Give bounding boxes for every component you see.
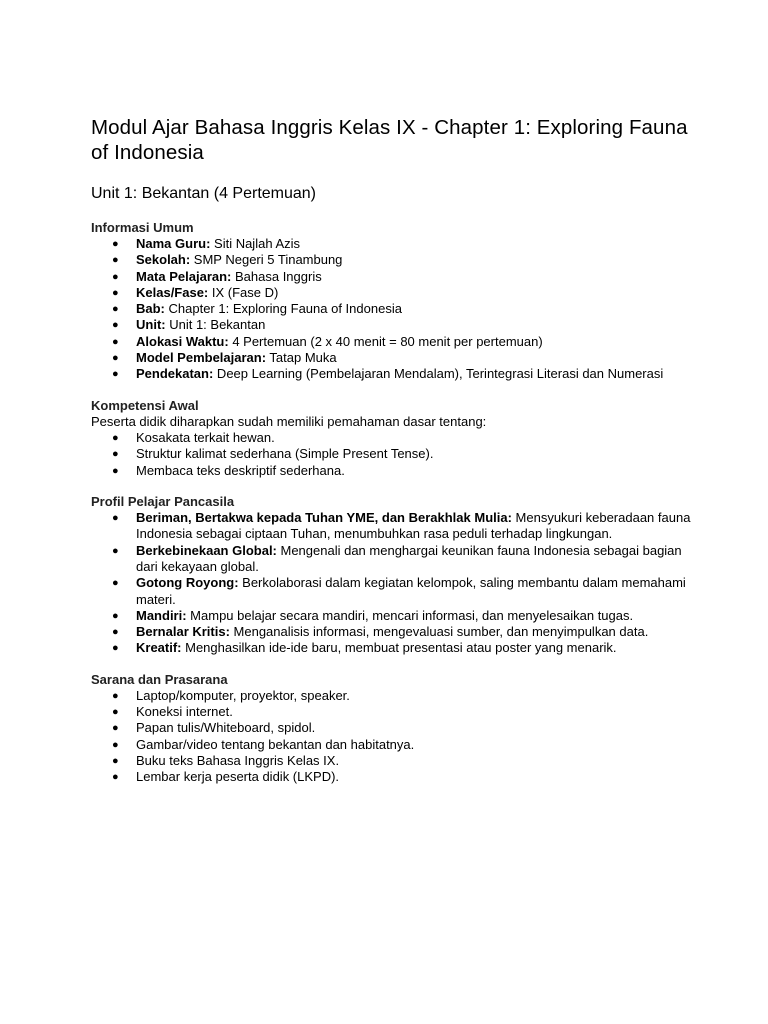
item-label: Bab: — [136, 301, 165, 317]
item-label: Sekolah: — [136, 252, 191, 268]
item-value: IX (Fase D) — [208, 284, 279, 300]
bullet-icon: ● — [112, 754, 119, 767]
item-value: Mensyukuri keberadaan fauna Indonesia sebagai ciptaan Tuhan, menumbuhkan rasa peduli terhadap lingkungan. — [136, 510, 691, 542]
bullet-icon: ● — [112, 286, 119, 299]
item-value: Unit 1: Bekantan — [165, 317, 266, 333]
item-label: Beriman, Bertakwa kepada Tuhan YME, dan Berakhlak Mulia: — [136, 510, 512, 526]
list-item — [91, 285, 691, 301]
item-value: Menganalisis informasi, mengevaluasi sumber, dan menyimpulkan data. — [229, 624, 649, 640]
item-value: Mampu belajar secara mandiri, mencari informasi, dan menyelesaikan tugas. — [186, 607, 634, 623]
bullet-icon: ● — [112, 642, 119, 655]
item-value: Deep Learning (Pembelajaran Mendalam), Terintegrasi Literasi dan Numerasi — [213, 366, 664, 382]
list-item — [91, 236, 691, 252]
bullet-icon: ● — [112, 270, 119, 283]
kompetensi-awal-intro: Peserta didik diharapkan sudah memiliki pemahaman dasar tentang: — [91, 413, 487, 429]
bullet-icon: ● — [112, 303, 119, 316]
item-label: Kreatif: — [136, 640, 182, 656]
bullet-icon: ● — [112, 335, 119, 348]
item-value: Berkolaborasi dalam kegiatan kelompok, saling membantu dalam memahami materi. — [136, 575, 686, 607]
list-item — [91, 301, 691, 317]
bullet-icon: ● — [112, 771, 119, 784]
item-value: Chapter 1: Exploring Fauna of Indonesia — [164, 301, 402, 317]
item-text: Papan tulis/Whiteboard, spidol. — [136, 720, 316, 736]
bullet-icon: ● — [112, 238, 119, 250]
item-label: Bernalar Kritis: — [136, 624, 230, 640]
bullet-icon: ● — [112, 368, 119, 381]
bullet-icon: ● — [112, 352, 119, 365]
item-text: Buku teks Bahasa Inggris Kelas IX. — [136, 752, 340, 768]
bullet-icon: ● — [112, 319, 119, 332]
bullet-icon: ● — [112, 738, 119, 751]
item-value: Bahasa Inggris — [231, 268, 322, 284]
item-text: Koneksi internet. — [136, 704, 233, 720]
bullet-icon: ● — [112, 448, 119, 461]
informasi-umum-list — [91, 236, 691, 383]
list-item — [91, 688, 691, 704]
item-text: Membaca teks deskriptif sederhana. — [136, 462, 345, 478]
item-text: Gambar/video tentang bekantan dan habitatnya. — [136, 736, 415, 752]
bullet-icon: ● — [112, 254, 119, 267]
bullet-icon: ● — [112, 722, 119, 735]
item-label: Pendekatan: — [136, 366, 214, 382]
list-item — [91, 366, 691, 382]
item-text: Kosakata terkait hewan. — [136, 430, 275, 446]
list-item — [91, 350, 691, 366]
sarana-prasarana-list — [91, 688, 691, 786]
profil-pelajar-list — [91, 510, 691, 657]
item-label: Kelas/Fase: — [136, 284, 209, 300]
item-label: Model Pembelajaran: — [136, 350, 267, 366]
list-item — [91, 510, 691, 543]
section-heading-sarana-prasarana: Sarana dan Prasarana — [91, 671, 228, 687]
bullet-icon: ● — [112, 577, 119, 590]
bullet-icon: ● — [112, 464, 119, 477]
list-item — [91, 575, 691, 608]
list-item — [91, 269, 691, 285]
item-label: Berkebinekaan Global: — [136, 542, 277, 558]
item-text: Lembar kerja peserta didik (LKPD). — [136, 769, 340, 785]
unit-heading: Unit 1: Bekantan (4 Pertemuan) — [91, 185, 317, 202]
list-item — [91, 640, 691, 656]
item-value: Mengenali dan menghargai keunikan fauna Indonesia sebagai bagian dari kekayaan global. — [136, 542, 682, 574]
item-text: Laptop/komputer, proyektor, speaker. — [136, 687, 350, 703]
kompetensi-awal-list — [91, 430, 691, 479]
item-label: Mata Pelajaran: — [136, 268, 232, 284]
list-item — [91, 737, 691, 753]
item-text: Struktur kalimat sederhana (Simple Present Tense). — [136, 446, 434, 462]
item-value: Siti Najlah Azis — [210, 236, 300, 251]
bullet-icon: ● — [112, 706, 119, 719]
list-item — [91, 446, 691, 462]
list-item — [91, 334, 691, 350]
bullet-icon: ● — [112, 432, 119, 445]
item-value: 4 Pertemuan (2 x 40 menit = 80 menit per pertemuan) — [228, 333, 543, 349]
item-value: Menghasilkan ide-ide baru, membuat presentasi atau poster yang menarik. — [181, 640, 617, 656]
section-heading-kompetensi-awal: Kompetensi Awal — [91, 397, 199, 413]
list-item — [91, 543, 691, 576]
list-item — [91, 624, 691, 640]
bullet-icon: ● — [112, 689, 119, 702]
bullet-icon: ● — [112, 512, 119, 525]
list-item — [91, 720, 691, 736]
section-heading-profil-pelajar: Profil Pelajar Pancasila — [91, 494, 235, 510]
list-item — [91, 430, 691, 446]
list-item — [91, 753, 691, 769]
bullet-icon: ● — [112, 544, 119, 557]
section-heading-informasi-umum: Informasi Umum — [91, 220, 194, 235]
item-label: Mandiri: — [136, 607, 187, 623]
item-value: SMP Negeri 5 Tinambung — [190, 252, 343, 268]
item-label: Nama Guru: — [136, 236, 211, 251]
list-item — [91, 704, 691, 720]
item-label: Alokasi Waktu: — [136, 333, 229, 349]
document-title: Modul Ajar Bahasa Inggris Kelas IX - Chapter 1: Exploring Fauna of Indonesia — [91, 116, 688, 164]
list-item — [91, 252, 691, 268]
bullet-icon: ● — [112, 626, 119, 639]
item-value: Tatap Muka — [266, 350, 337, 366]
document-page — [91, 115, 691, 786]
list-item — [91, 317, 691, 333]
item-label: Gotong Royong: — [136, 575, 239, 591]
item-label: Unit: — [136, 317, 166, 333]
bullet-icon: ● — [112, 609, 119, 622]
list-item — [91, 463, 691, 479]
list-item — [91, 608, 691, 624]
list-item — [91, 769, 691, 785]
